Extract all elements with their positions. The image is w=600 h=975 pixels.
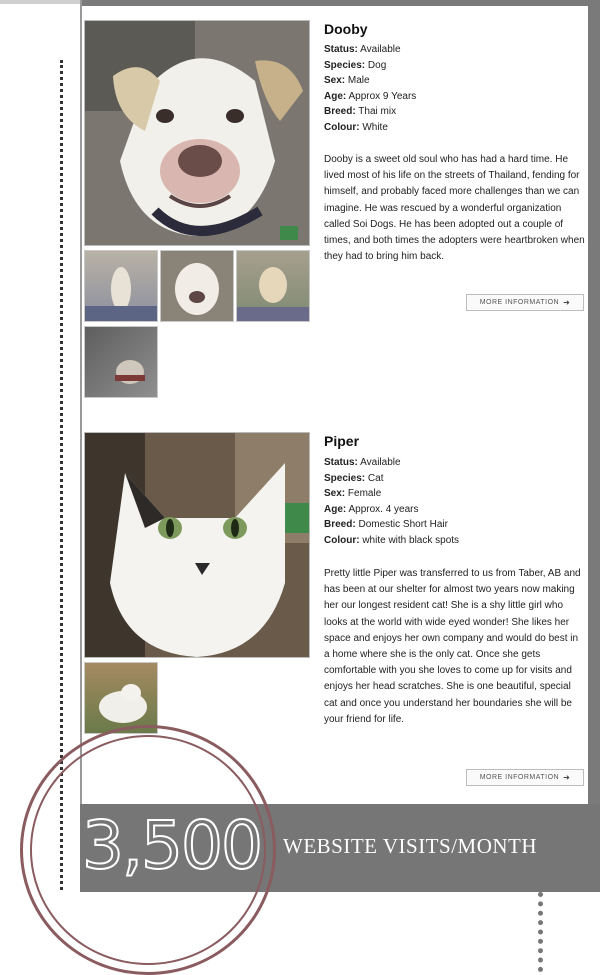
fact-sex: Sex: Female (324, 488, 382, 499)
pet-name: Dooby (324, 21, 368, 37)
arrow-right-icon: ➜ (563, 298, 571, 307)
fact-status: Status: Available (324, 457, 401, 468)
dotted-line-right (538, 892, 543, 972)
fact-breed: Breed: Thai mix (324, 106, 397, 117)
frame-right-bar (588, 0, 600, 840)
frame-top-bar (80, 0, 600, 6)
more-information-label: MORE INFORMATION (479, 299, 560, 306)
fact-sex: Sex: Male (324, 75, 370, 86)
cat-thumb-illustration (85, 327, 157, 397)
fact-status: Status: Available (324, 44, 401, 55)
fact-colour: Colour: white with black spots (324, 534, 460, 546)
more-information-button[interactable] (466, 294, 584, 311)
piper-main-photo[interactable] (84, 432, 310, 658)
fact-age: Age: Approx. 4 years (324, 503, 419, 515)
more-information-button[interactable] (466, 769, 584, 786)
dooby-thumb-4[interactable] (84, 326, 158, 398)
fact-breed: Breed: Domestic Short Hair (324, 519, 448, 530)
stat-label: WEBSITE VISITS/MONTH (283, 834, 538, 858)
dog-thumb-illustration (161, 251, 233, 321)
dog-thumb-illustration (237, 251, 309, 321)
arrow-right-icon: ➜ (563, 773, 571, 782)
pet-facts (324, 42, 416, 135)
dooby-thumb-1[interactable] (84, 250, 158, 322)
stat-number: 3,500 (82, 807, 261, 884)
dooby-thumb-3[interactable] (236, 250, 310, 322)
pet-facts (324, 455, 459, 548)
piper-thumb-1[interactable] (84, 662, 158, 734)
pet-description: Dooby is a sweet old soul who has had a hard time. He lived most of his life on the streets of Thailand, fending for himself, and probably faced more challenges than we can imagine. He was rescued by a wonderful organization called Soi Dogs. He has been adopted out a couple of times, and both times the adopters were heartbroken when they had to bring him back. (324, 154, 585, 263)
top-left-rule (0, 0, 80, 4)
fact-colour: Colour: White (324, 121, 388, 133)
frame-left-bar (80, 0, 82, 830)
more-information-label: MORE INFORMATION (479, 774, 560, 781)
dog-thumb-illustration (85, 251, 157, 321)
dog-illustration (85, 21, 309, 245)
dooby-main-photo[interactable] (84, 20, 310, 246)
fact-species: Species: Dog (324, 59, 387, 71)
dooby-thumb-2[interactable] (160, 250, 234, 322)
cat-illustration (85, 433, 309, 657)
fact-species: Species: Cat (324, 472, 384, 484)
pet-description: Pretty little Piper was transferred to us from Taber, AB and has been at our shelter for almost two years now making her our longest resident cat! She is a shy little girl who looks at the world with wide eyed wonder! She likes her space and enjoys her own company and would do best in a home where she is the only cat. Once she gets comfortable with you she loves to come up for visits and enjoys her head scratches. She is one beautiful, special cat and once you understand her boundaries she will be your friend for life. (324, 568, 581, 725)
fact-age: Age: Approx 9 Years (324, 90, 417, 102)
cat-thumb-illustration (85, 663, 157, 733)
pet-name: Piper (324, 433, 360, 449)
